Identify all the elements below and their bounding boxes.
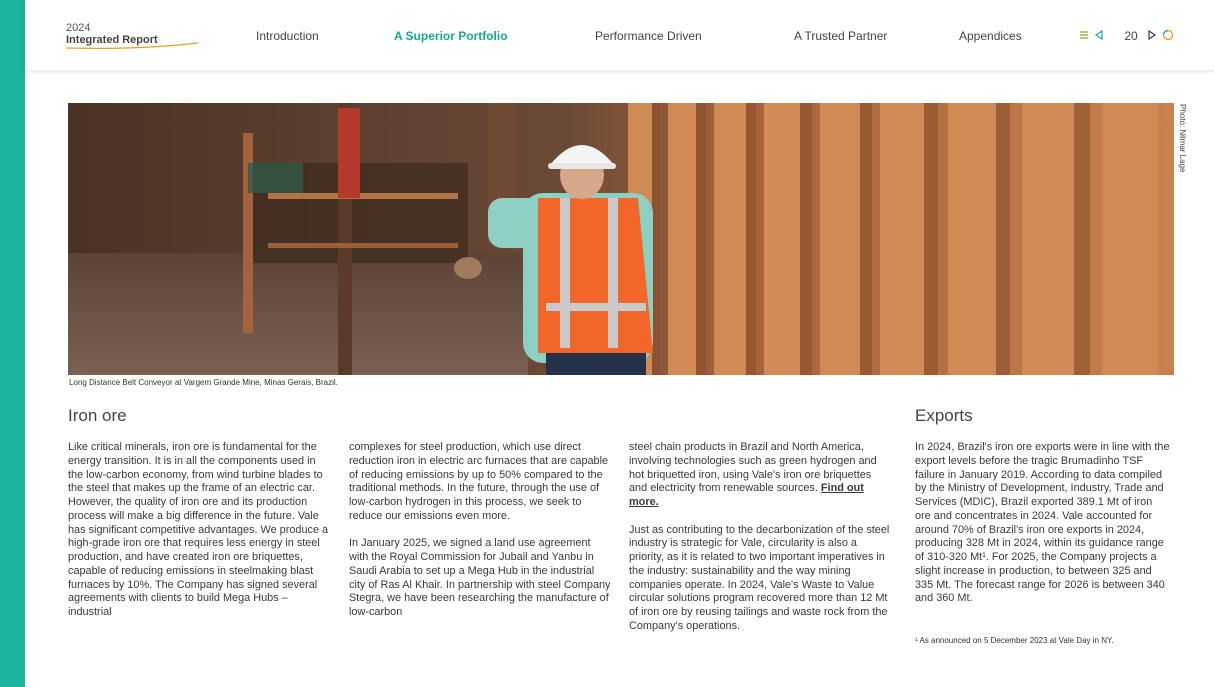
refresh-icon[interactable] [1162, 29, 1174, 41]
section-heading-iron-ore: Iron ore [68, 406, 127, 425]
menu-icon[interactable] [1079, 30, 1089, 40]
conveyor-worker-image [68, 103, 1174, 375]
iron-ore-column-2 [349, 441, 611, 634]
nav-trusted-partner[interactable]: A Trusted Partner [794, 29, 888, 43]
report-logo[interactable] [66, 22, 158, 46]
paragraph-text: steel chain products in Brazil and North America, involving technologies such as green hydrogen and hot briquetted iron, using Vale's iron ore briquettes and electricity from renewable sources. [629, 441, 877, 495]
next-page-icon[interactable] [1147, 30, 1157, 40]
section-heading-exports: Exports [915, 406, 973, 425]
paragraph: Just as contributing to the decarbonization of the steel industry is strategic for Vale, circularity is also a priority, as it is related to two important imperatives in the industry: sustainability and the way mining companies operate. In 2024, Vale's Waste to Value circular solutions program recovered more than 12 Mt of iron ore by reusing tailings and waste rock from the Company's operations. [629, 523, 890, 632]
nav-introduction[interactable]: Introduction [256, 29, 319, 43]
logo-swoosh-icon [66, 40, 200, 50]
paragraph: complexes for steel production, which use direct reduction iron in electric arc furnaces that are capable of reducing emissions by up to 50% compared to the traditional methods. In the future, through the use of low-carbon hydrogen in this process, we seek to reduce our emissions even more. [349, 441, 609, 522]
find-out-more-link[interactable]: Find out more. [629, 482, 864, 508]
logo-title: Integrated Report [66, 34, 158, 46]
paragraph: Like critical minerals, iron ore is fundamental for the energy transition. It is in all the components used in the low-carbon economy, from wind turbine blades to the steel that makes up the frame of an electric car. However, the quality of iron ore and its production process will make a big difference in the future. Vale has significant competitive advantages. We produce a high-grade iron ore that requires less energy in steel production, and have created iron ore briquettes, capable of reducing emissions in steelmaking blast furnaces by 10%. The Company has signed several agreements with clients to build Mega Hubs – industrial [68, 441, 329, 618]
iron-ore-column-3 [629, 441, 891, 647]
logo-year: 2024 [66, 22, 91, 34]
paragraph: In 2024, Brazil's iron ore exports were in line with the export levels before the tragic Brumadinho TSF failure in January 2019. According to data compiled by the Ministry of Development, Industry, Trade and Services (MDIC), Brazil exported 389.1 Mt of iron ore and concentrates in 2024. Vale accounted for around 70% of Brazil's iron ore exports in 2024, producing 328 Mt in 2024, within its guidance range of 310-320 Mt¹. For 2025, the Company projects a slight increase in production, to between 325 and 335 Mt. The forecast range for 2026 is between 340 and 360 Mt. [915, 441, 1170, 605]
nav-superior-portfolio[interactable]: A Superior Portfolio [394, 29, 508, 43]
exports-column [915, 441, 1171, 620]
page-number: 20 [1124, 29, 1138, 43]
prev-page-icon[interactable] [1094, 30, 1104, 40]
iron-ore-column-1 [68, 441, 330, 634]
photo-credit [1177, 104, 1189, 184]
footnote: ¹ As announced on 5 December 2023 at Vale Day in NY. [915, 636, 1114, 645]
top-navigation-bar [25, 0, 1214, 71]
nav-appendices[interactable]: Appendices [959, 29, 1022, 43]
paragraph: In January 2025, we signed a land use agreement with the Royal Commission for Jubail and Yanbu in Saudi Arabia to set up a Mega Hub in the industrial city of Ras Al Khair. In partnership with steel Company Stegra, we have been researching the manufacture of low-carbon [349, 537, 611, 618]
photo-caption: Long Distance Belt Conveyor at Vargem Grande Mine, Minas Gerais, Brazil. [69, 378, 338, 387]
photo-credit-text: Photo: Nilmar Lage [1178, 104, 1187, 173]
side-accent-bar [0, 0, 25, 687]
paragraph [629, 441, 891, 510]
hero-photo [68, 103, 1174, 375]
nav-performance-driven[interactable]: Performance Driven [595, 29, 702, 43]
